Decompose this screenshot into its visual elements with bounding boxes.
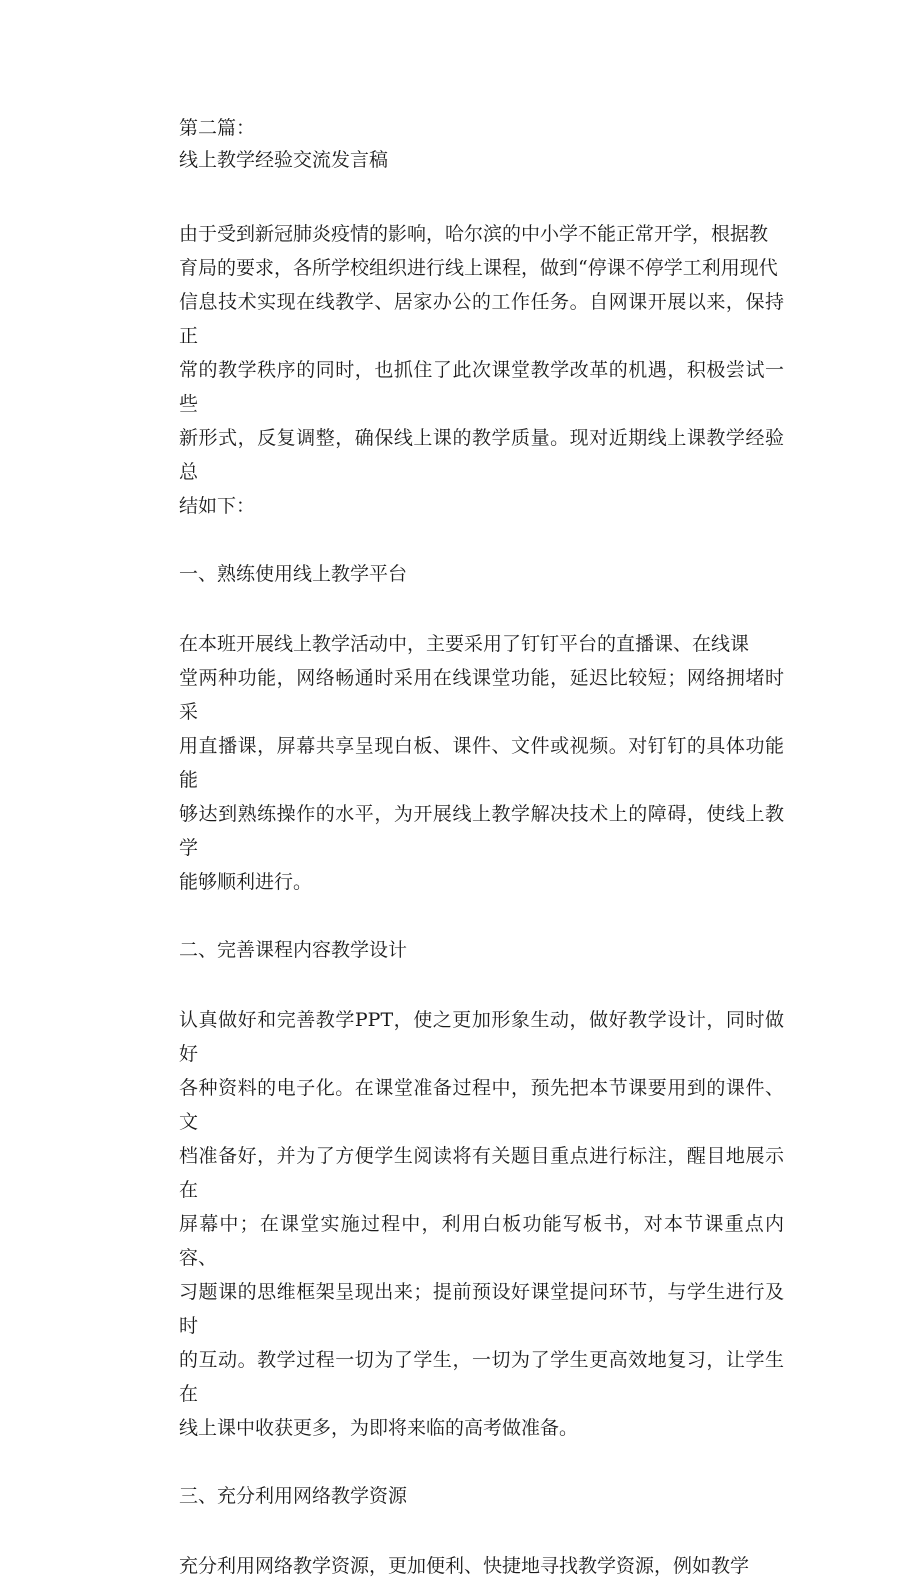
section-2-line: 各种资料的电子化。在课堂准备过程中，预先把本节课要用到的课件、文 <box>179 1077 784 1133</box>
intro-line: 结如下： <box>179 495 256 517</box>
section-1-paragraph <box>179 627 784 899</box>
part-label: 第二篇： <box>179 117 256 139</box>
intro-paragraph <box>179 217 784 523</box>
intro-line: 常的教学秩序的同时，也抓住了此次课堂教学改革的机遇，积极尝试一些 <box>179 359 784 415</box>
section-2-line: 档准备好，并为了方便学生阅读将有关题目重点进行标注，醒目地展示在 <box>179 1145 784 1201</box>
section-2-line: 屏幕中；在课堂实施过程中，利用白板功能写板书，对本节课重点内容、 <box>179 1213 784 1269</box>
intro-line: 由于受到新冠肺炎疫情的影响，哈尔滨的中小学不能正常开学，根据教 <box>179 223 769 245</box>
intro-line: 育局的要求，各所学校组织进行线上课程，做到“停课不停学工利用现代 <box>179 257 778 279</box>
section-2-paragraph <box>179 1003 784 1445</box>
section-1-line: 用直播课，屏幕共享呈现白板、课件、文件或视频。对钉钉的具体功能能 <box>179 735 784 791</box>
intro-line: 新形式，反复调整，确保线上课的教学质量。现对近期线上课教学经验总 <box>179 427 784 483</box>
section-1-line: 堂两种功能，网络畅通时采用在线课堂功能，延迟比较短；网络拥堵时采 <box>179 667 784 723</box>
section-2-line: 习题课的思维框架呈现出来；提前预设好课堂提问环节，与学生进行及时 <box>179 1281 784 1337</box>
section-heading-3: 三、充分利用网络教学资源 <box>179 1485 408 1507</box>
document-title: 线上教学经验交流发言稿 <box>179 149 389 171</box>
section-2-line: 的互动。教学过程一切为了学生，一切为了学生更高效地复习，让学生在 <box>179 1349 784 1405</box>
section-2-line: 认真做好和完善教学PPT，使之更加形象生动，做好教学设计，同时做好 <box>179 1009 784 1065</box>
section-1-line: 够达到熟练操作的水平，为开展线上教学解决技术上的障碍，使线上教学 <box>179 803 784 859</box>
section-3-line: 充分利用网络教学资源，更加便利、快捷地寻找教学资源，例如教学 <box>179 1555 750 1577</box>
section-3-paragraph <box>179 1549 784 1583</box>
section-1-line: 能够顺利进行。 <box>179 871 313 893</box>
section-1-line: 在本班开展线上教学活动中，主要采用了钉钉平台的直播课、在线课 <box>179 633 750 655</box>
section-heading-2: 二、完善课程内容教学设计 <box>179 939 408 961</box>
intro-line: 信息技术实现在线教学、居家办公的工作任务。自网课开展以来，保持正 <box>179 291 784 347</box>
document-body <box>179 115 784 1583</box>
section-heading-1: 一、熟练使用线上教学平台 <box>179 563 408 585</box>
section-2-line: 线上课中收获更多，为即将来临的高考做准备。 <box>179 1417 579 1439</box>
